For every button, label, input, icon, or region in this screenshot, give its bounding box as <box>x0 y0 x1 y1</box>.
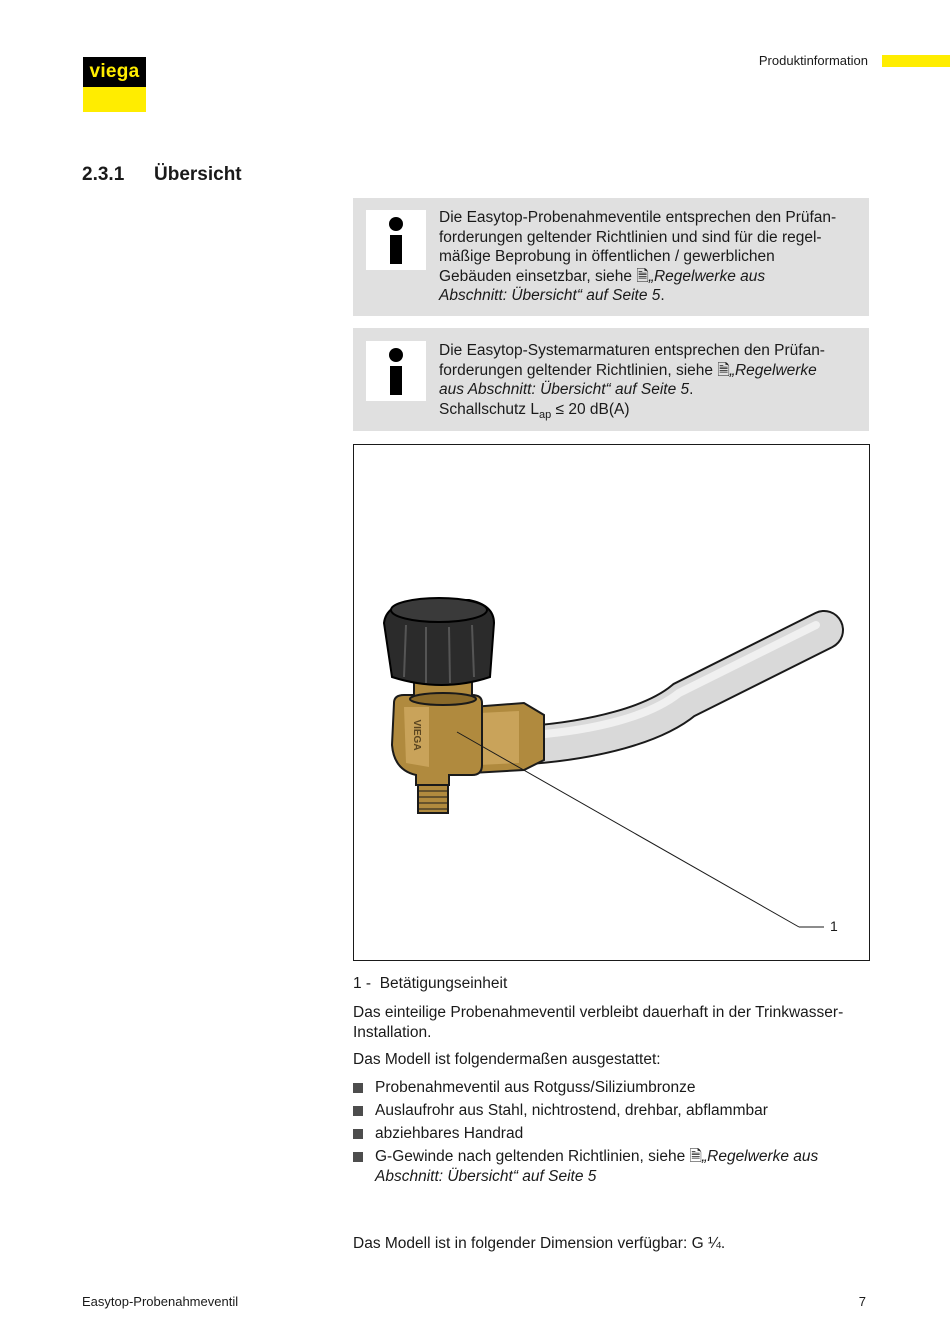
figure-callout: 1 <box>830 918 838 934</box>
page-number: 7 <box>858 1294 866 1309</box>
paragraph: Das Modell ist folgendermaßen ausgestattet: <box>353 1051 661 1068</box>
logo-wordmark: viega <box>89 61 140 82</box>
info-icon <box>366 210 426 270</box>
cross-reference-link[interactable]: „Regelwerke <box>729 361 817 379</box>
info-text: Die Easytop-Systemarmaturen entsprechen den Prüfan- forderungen geltender Richtlinien, siehe 🗎„Regelwerke aus Abschnitt: Übersicht“ auf Seite 5. Schallschutz $L_{ap} \le 20$ dB(A) <box>439 341 825 425</box>
figure-caption: 1 - Betätigungseinheit <box>353 975 508 992</box>
info-box <box>353 198 869 316</box>
link-arrow-icon: 🗎 <box>717 361 730 379</box>
info-icon <box>366 341 426 401</box>
section-title: Übersicht <box>154 164 242 185</box>
header-accent-bar <box>882 55 950 67</box>
section-number: 2.3.1 <box>82 164 125 185</box>
cross-reference-link[interactable]: Abschnitt: Übersicht“ auf Seite 5 <box>439 287 661 304</box>
bullet-square-icon <box>353 1152 363 1162</box>
cross-reference-link[interactable]: aus Abschnitt: Übersicht“ auf Seite 5 <box>439 381 690 398</box>
cross-reference-link[interactable]: „Regelwerke aus <box>648 267 766 285</box>
valve-marking: VIEGA <box>411 719 422 751</box>
bullet-square-icon <box>353 1129 363 1139</box>
link-arrow-icon: 🗎 <box>636 267 649 285</box>
bullet-square-icon <box>353 1083 363 1093</box>
cross-reference-link[interactable]: Abschnitt: Übersicht“ auf Seite 5 <box>375 1167 597 1185</box>
sound-protection-text: Schallschutz $L_{ap} \le 20$ dB(A) <box>439 400 630 421</box>
viega-logo <box>83 57 146 112</box>
info-text: Die Easytop-Probenahmeventile entsprechen den Prüfan- forderungen geltender Richtlinien und sind für die regel- mäßige Beprobung in öffentlichen / gewerblichen Gebäuden einsetzbar, siehe 🗎„Regelwerke aus Abschnitt: Übersicht“ auf Seite 5. <box>439 209 837 304</box>
header-label: Produktinformation <box>758 53 868 68</box>
paragraph: Das einteilige Probenahmeventil verbleibt dauerhaft in der Trinkwasser-Installation. <box>353 1004 844 1041</box>
cross-reference-link[interactable]: „Regelwerke aus <box>701 1148 819 1165</box>
bullet-square-icon <box>353 1106 363 1116</box>
product-figure <box>353 444 870 961</box>
valve-illustration <box>354 445 869 960</box>
info-box <box>353 328 869 431</box>
paragraph: Das Modell ist in folgender Dimension verfügbar: G ¼. <box>353 1235 726 1252</box>
footer-document-title: Easytop-Probenahmeventil <box>82 1294 239 1309</box>
link-arrow-icon: 🗎 <box>689 1148 702 1165</box>
